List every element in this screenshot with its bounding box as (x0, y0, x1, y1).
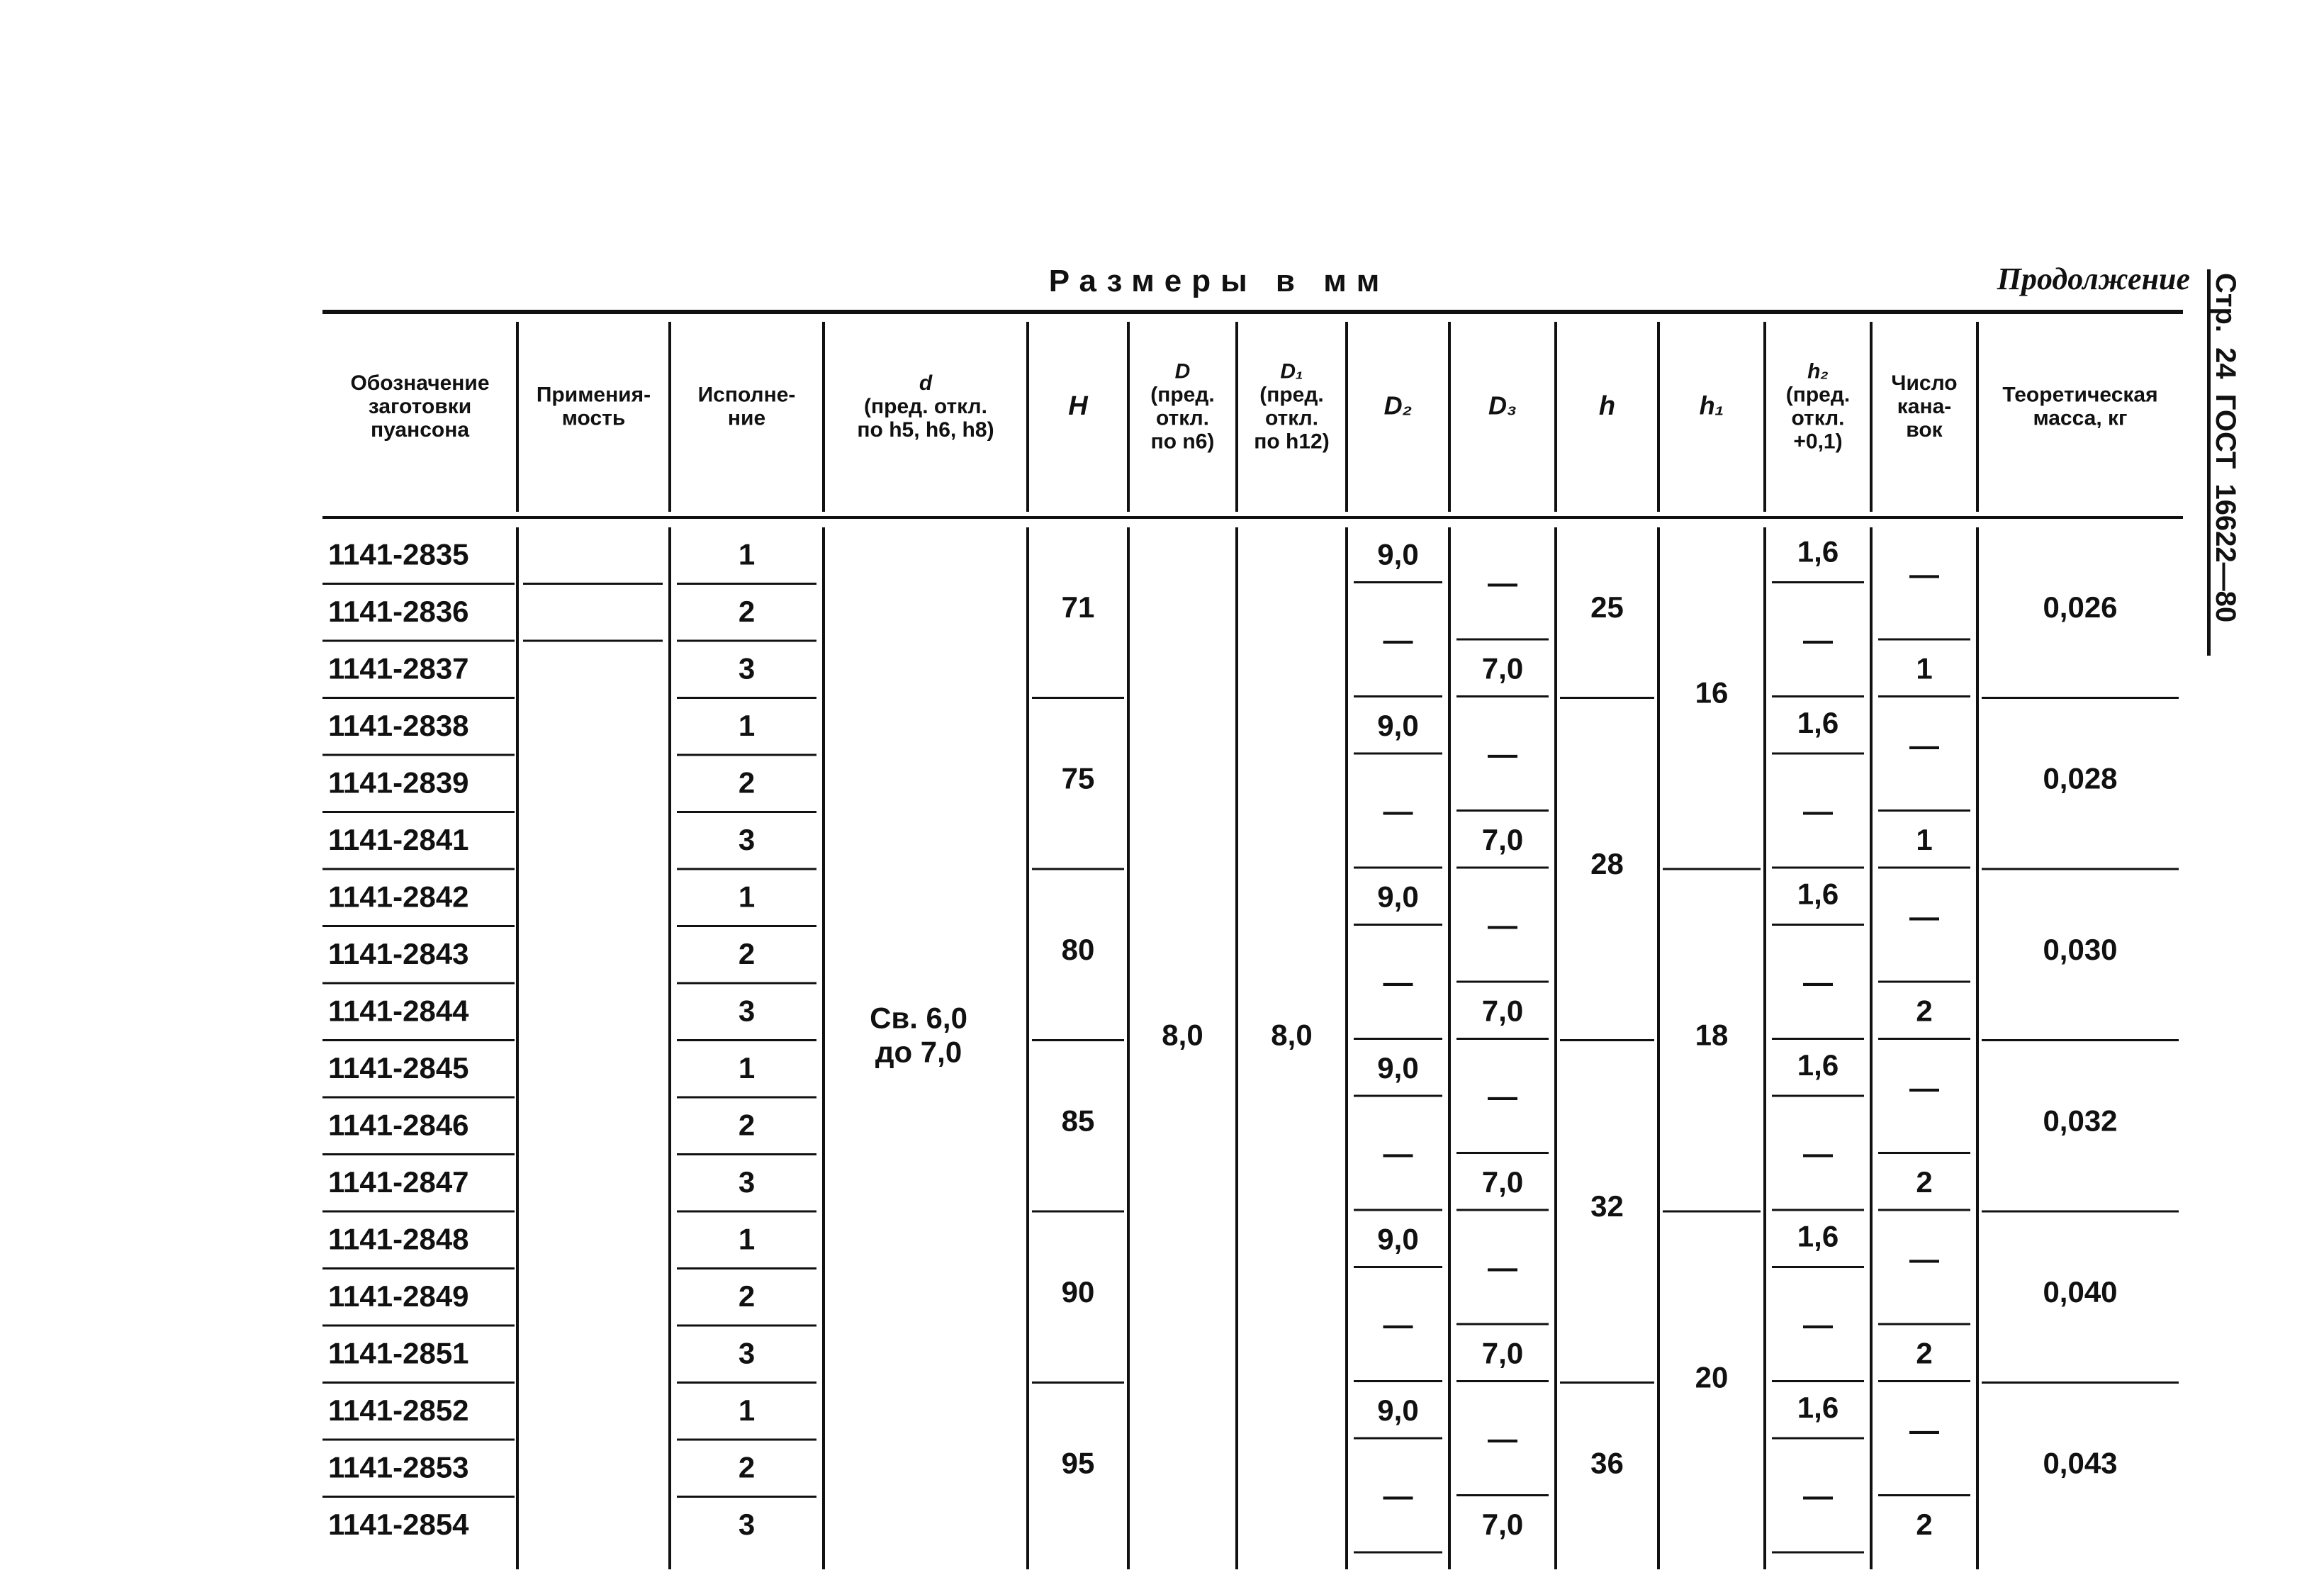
row-code: 1141-2842 (328, 880, 469, 914)
span-h1-text: 18 (1695, 1018, 1729, 1052)
row-D2: — (1383, 794, 1413, 828)
span-H-text: 95 (1061, 1446, 1095, 1480)
header-D-text: (пред. (1150, 383, 1215, 407)
row-h2: — (1803, 1308, 1833, 1342)
row-code: 1141-2854 (328, 1507, 469, 1541)
row-code: 1141-2836 (328, 594, 469, 628)
header-h2-text: h₂ (1807, 359, 1829, 383)
row-variant: 3 (738, 1336, 756, 1370)
span-d-text: Св. 6,0 (870, 1001, 967, 1035)
row-D2: 9,0 (1377, 1050, 1419, 1084)
span-d-text: до 7,0 (875, 1035, 962, 1069)
header-h2-text: (пред. (1785, 383, 1851, 407)
row-D2: 9,0 (1377, 537, 1419, 571)
row-D3: 7,0 (1481, 651, 1524, 685)
page-reference: Стр. 24 ГОСТ 16622—80 (2210, 273, 2241, 623)
row-D3: — (1488, 737, 1517, 771)
row-code: 1141-2841 (328, 822, 469, 856)
row-h2: 1,6 (1797, 1219, 1839, 1253)
header-grooves-text: вок (1906, 417, 1943, 442)
span-mass-text: 0,040 (2043, 1274, 2118, 1308)
header-D-text: по n6) (1150, 430, 1215, 454)
row-grooves: 2 (1916, 1336, 1933, 1370)
row-variant: 2 (738, 936, 756, 970)
span-H-text: 85 (1061, 1104, 1095, 1138)
row-D3: — (1488, 908, 1517, 942)
row-grooves: 2 (1916, 1507, 1933, 1541)
row-code: 1141-2849 (328, 1279, 469, 1313)
header-h1-text: h₁ (1699, 391, 1724, 420)
row-grooves: 2 (1916, 1165, 1933, 1199)
row-code: 1141-2845 (328, 1050, 469, 1084)
header-mass-text: Теоретическая (2002, 383, 2158, 407)
header-designation-text: заготовки (368, 394, 472, 418)
span-mass-text: 0,028 (2043, 761, 2118, 795)
row-h2: — (1803, 794, 1833, 828)
header-grooves-text: Число (1891, 371, 1958, 395)
header-mass-text: масса, кг (2033, 406, 2128, 430)
row-variant: 1 (738, 880, 756, 914)
row-variant: 1 (738, 1050, 756, 1084)
row-h2: 1,6 (1797, 1390, 1839, 1424)
header-D-text: D (1174, 359, 1191, 383)
row-code: 1141-2851 (328, 1336, 469, 1370)
header-applicability-text: Примения- (536, 383, 651, 407)
span-h-text: 25 (1590, 590, 1624, 624)
row-D3: 7,0 (1481, 1507, 1524, 1541)
header-h-text: h (1598, 391, 1616, 422)
span-mass-text: 0,032 (2043, 1104, 2118, 1138)
header-designation-text: пуансона (370, 417, 470, 442)
row-D3: 7,0 (1481, 822, 1524, 856)
row-D2: — (1383, 965, 1413, 999)
span-H-text: 71 (1061, 590, 1095, 624)
row-D2: — (1383, 1308, 1413, 1342)
header-applicability-text: мость (561, 406, 626, 430)
row-D2: 9,0 (1377, 1222, 1419, 1256)
row-grooves: — (1909, 557, 1939, 591)
header-d-text: (пред. откл. (864, 394, 987, 418)
span-h-text: 28 (1590, 847, 1624, 881)
span-H-text: 90 (1061, 1274, 1095, 1308)
row-code: 1141-2853 (328, 1450, 469, 1484)
span-D1-text: 8,0 (1271, 1018, 1313, 1052)
row-code: 1141-2839 (328, 766, 469, 800)
row-code: 1141-2844 (328, 994, 469, 1028)
row-code: 1141-2852 (328, 1393, 469, 1427)
row-grooves: — (1909, 1413, 1939, 1447)
row-h2: 1,6 (1797, 877, 1839, 911)
row-D2: — (1383, 1136, 1413, 1170)
header-h2-text: +0,1) (1793, 430, 1843, 454)
row-D2: 9,0 (1377, 1393, 1419, 1427)
row-grooves: — (1909, 729, 1939, 763)
continuation-label: Продолжение (1997, 262, 2190, 296)
header-D-text: откл. (1155, 406, 1210, 430)
row-grooves: — (1909, 1071, 1939, 1105)
span-h-text: 32 (1590, 1189, 1624, 1223)
header-grooves-text: кана- (1897, 394, 1952, 418)
row-code: 1141-2843 (328, 936, 469, 970)
row-variant: 2 (738, 1450, 756, 1484)
row-h2: — (1803, 623, 1833, 657)
table-title: Размеры в мм (1048, 264, 1390, 298)
row-h2: 1,6 (1797, 534, 1839, 568)
span-h1-text: 20 (1695, 1360, 1729, 1394)
row-D3: — (1488, 1422, 1517, 1456)
row-D3: — (1488, 1080, 1517, 1114)
row-h2: — (1803, 965, 1833, 999)
header-d-text: по h5, h6, h8) (857, 417, 994, 442)
span-h1-text: 16 (1695, 676, 1729, 710)
row-D2: — (1383, 1479, 1413, 1513)
row-D3: — (1488, 1250, 1517, 1284)
row-D2: 9,0 (1377, 708, 1419, 742)
row-code: 1141-2835 (328, 537, 469, 571)
row-variant: 1 (738, 1222, 756, 1256)
row-variant: 1 (738, 1393, 756, 1427)
span-D-text: 8,0 (1162, 1018, 1203, 1052)
row-variant: 3 (738, 1165, 756, 1199)
row-code: 1141-2837 (328, 651, 469, 685)
row-D3: — (1488, 566, 1517, 600)
row-grooves: 1 (1916, 651, 1933, 685)
header-D1-text: откл. (1264, 406, 1319, 430)
row-D2: — (1383, 623, 1413, 657)
header-D1-text: (пред. (1259, 383, 1324, 407)
header-D3-text: D₃ (1488, 391, 1517, 420)
row-D2: 9,0 (1377, 880, 1419, 914)
row-variant: 2 (738, 1108, 756, 1142)
header-variant-text: Исполне- (697, 383, 796, 407)
row-grooves: 1 (1916, 822, 1933, 856)
row-h2: — (1803, 1479, 1833, 1513)
header-variant-text: ние (727, 406, 766, 430)
row-D3: 7,0 (1481, 994, 1524, 1028)
row-variant: 3 (738, 994, 756, 1028)
row-variant: 2 (738, 1279, 756, 1313)
span-mass-text: 0,043 (2043, 1446, 2118, 1480)
span-mass-text: 0,026 (2043, 590, 2118, 624)
row-h2: 1,6 (1797, 1048, 1839, 1082)
row-grooves: 2 (1916, 994, 1933, 1028)
header-H-text: H (1068, 391, 1088, 422)
header-D1-text: D₁ (1280, 359, 1303, 383)
row-grooves: — (1909, 1242, 1939, 1276)
span-h-text: 36 (1590, 1446, 1624, 1480)
row-variant: 3 (738, 651, 756, 685)
header-h2-text: откл. (1791, 406, 1845, 430)
span-mass-text: 0,030 (2043, 932, 2118, 966)
header-D2-text: D₂ (1383, 391, 1413, 420)
row-code: 1141-2848 (328, 1222, 469, 1256)
header-d-text: d (919, 371, 933, 395)
row-code: 1141-2847 (328, 1165, 469, 1199)
row-variant: 3 (738, 822, 756, 856)
row-variant: 2 (738, 594, 756, 628)
row-variant: 1 (738, 537, 756, 571)
span-H-text: 80 (1061, 932, 1095, 966)
row-h2: 1,6 (1797, 705, 1839, 739)
row-h2: — (1803, 1136, 1833, 1170)
span-H-text: 75 (1061, 761, 1095, 795)
header-designation-text: Обозначение (350, 371, 490, 395)
row-code: 1141-2838 (328, 708, 469, 742)
row-code: 1141-2846 (328, 1108, 469, 1142)
row-variant: 1 (738, 708, 756, 742)
row-variant: 2 (738, 766, 756, 800)
row-D3: 7,0 (1481, 1165, 1524, 1199)
header-D1-text: по h12) (1254, 430, 1330, 454)
row-variant: 3 (738, 1507, 756, 1541)
row-D3: 7,0 (1481, 1336, 1524, 1370)
row-grooves: — (1909, 899, 1939, 934)
